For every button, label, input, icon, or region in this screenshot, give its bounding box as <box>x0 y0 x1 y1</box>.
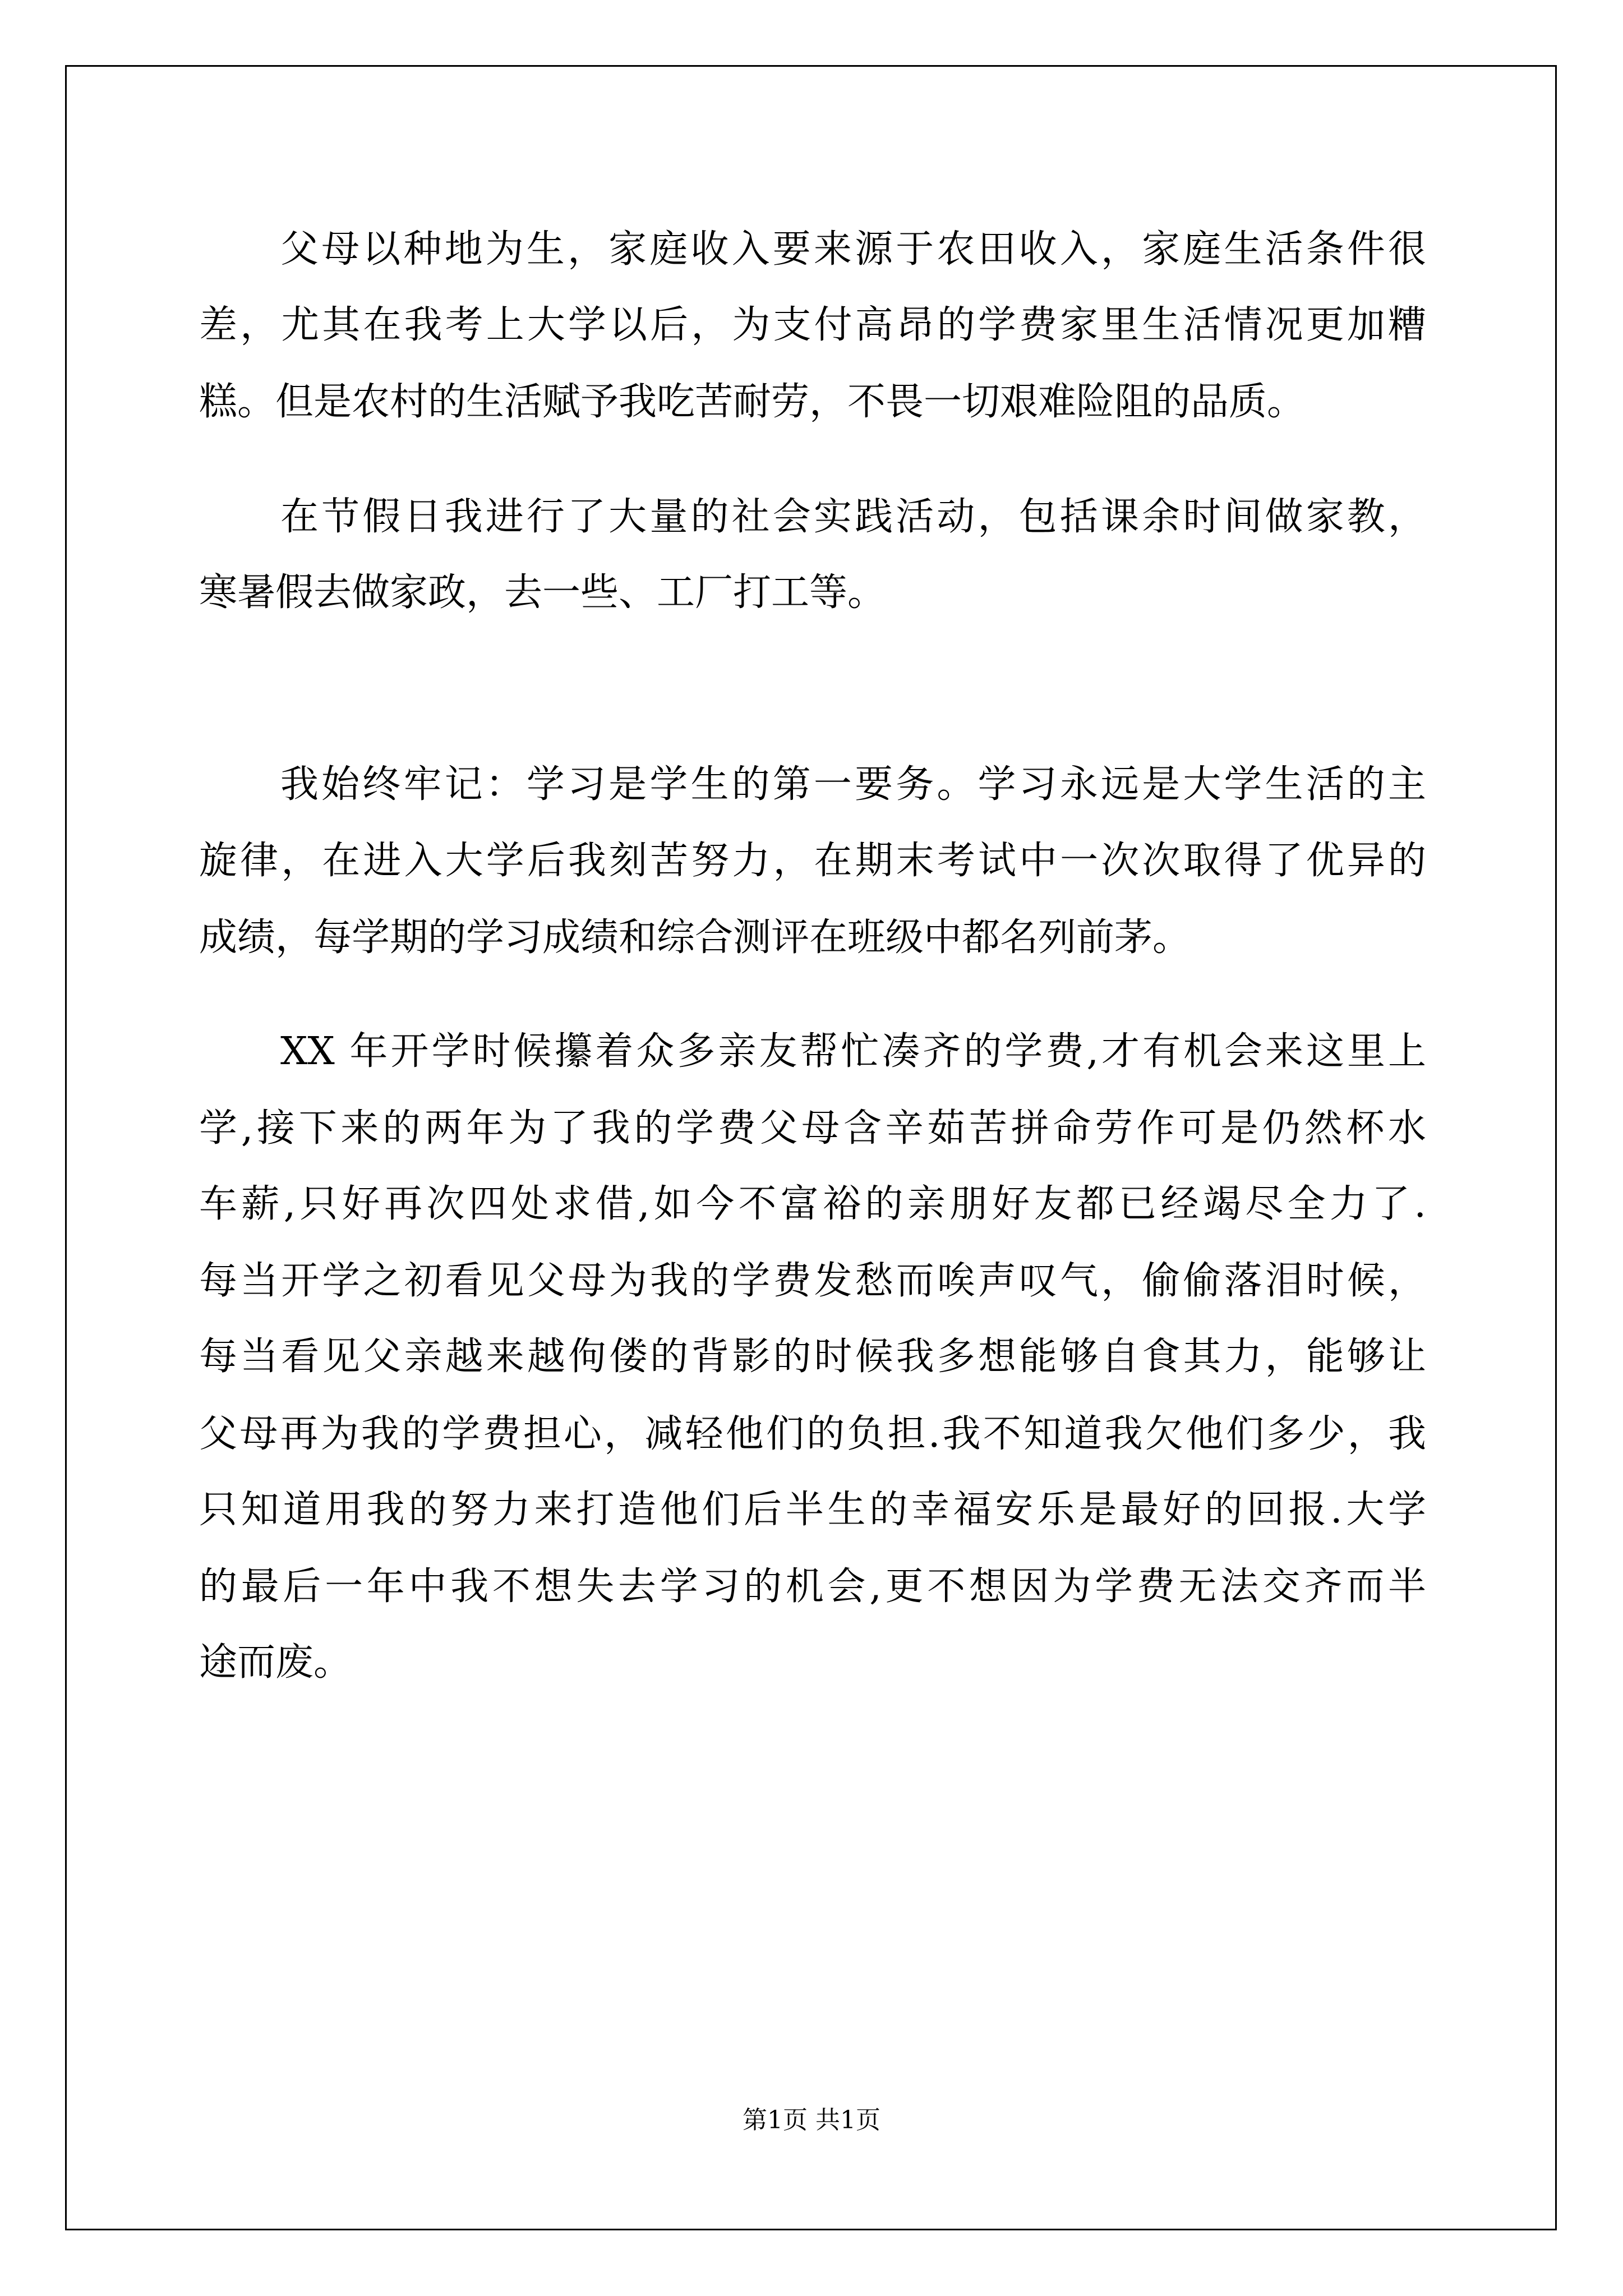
paragraph-1-line-2: 差，尤其在我考上大学以后，为支付高昂的学费家里生活情况更加糟 <box>199 303 1426 347</box>
paragraph-4-line-1: XX 年开学时候攥着众多亲友帮忙凑齐的学费,才有机会来这里上 <box>280 1029 1426 1074</box>
paragraph-2-line-2: 寒暑假去做家政，去一些、工厂打工等。 <box>199 570 886 615</box>
paragraph-4-line-7: 只知道用我的努力来打造他们后半生的幸福安乐是最好的回报.大学 <box>199 1488 1426 1532</box>
paragraph-3-line-2: 旋律，在进入大学后我刻苦努力，在期末考试中一次次取得了优异的 <box>199 839 1426 883</box>
paragraph-1-line-1: 父母以种地为生，家庭收入要来源于农田收入，家庭生活条件很 <box>280 227 1426 272</box>
paragraph-4-line-3: 车薪,只好再次四处求借,如今不富裕的亲朋好友都已经竭尽全力了. <box>199 1182 1426 1226</box>
paragraph-3-line-1: 我始终牢记：学习是学生的第一要务。学习永远是大学生活的主 <box>280 762 1426 807</box>
paragraph-4-line-8: 的最后一年中我不想失去学习的机会,更不想因为学费无法交齐而半 <box>199 1565 1426 1609</box>
page-footer <box>0 2104 1623 2137</box>
page-number-info: 第1页 共1页 <box>743 2106 880 2134</box>
paragraph-4-line-2: 学,接下来的两年为了我的学费父母含辛茹苦拼命劳作可是仍然杯水 <box>199 1106 1426 1151</box>
paragraph-3-line-3: 成绩，每学期的学习成绩和综合测评在班级中都名列前茅。 <box>199 915 1191 960</box>
paragraph-1-line-3: 糕。但是农村的生活赋予我吃苦耐劳，不畏一切艰难险阻的品质。 <box>199 380 1306 424</box>
paragraph-2-line-1: 在节假日我进行了大量的社会实践活动，包括课余时间做家教， <box>280 495 1426 539</box>
paragraph-4-line-6: 父母再为我的学费担心，减轻他们的负担.我不知道我欠他们多少，我 <box>199 1412 1426 1456</box>
paragraph-4-line-5: 每当看见父亲越来越佝偻的背影的时候我多想能够自食其力，能够让 <box>199 1335 1426 1379</box>
paragraph-4-line-4: 每当开学之初看见父母为我的学费发愁而唉声叹气，偷偷落泪时候， <box>199 1259 1426 1303</box>
paragraph-4-line-9: 途而废。 <box>199 1640 352 1685</box>
